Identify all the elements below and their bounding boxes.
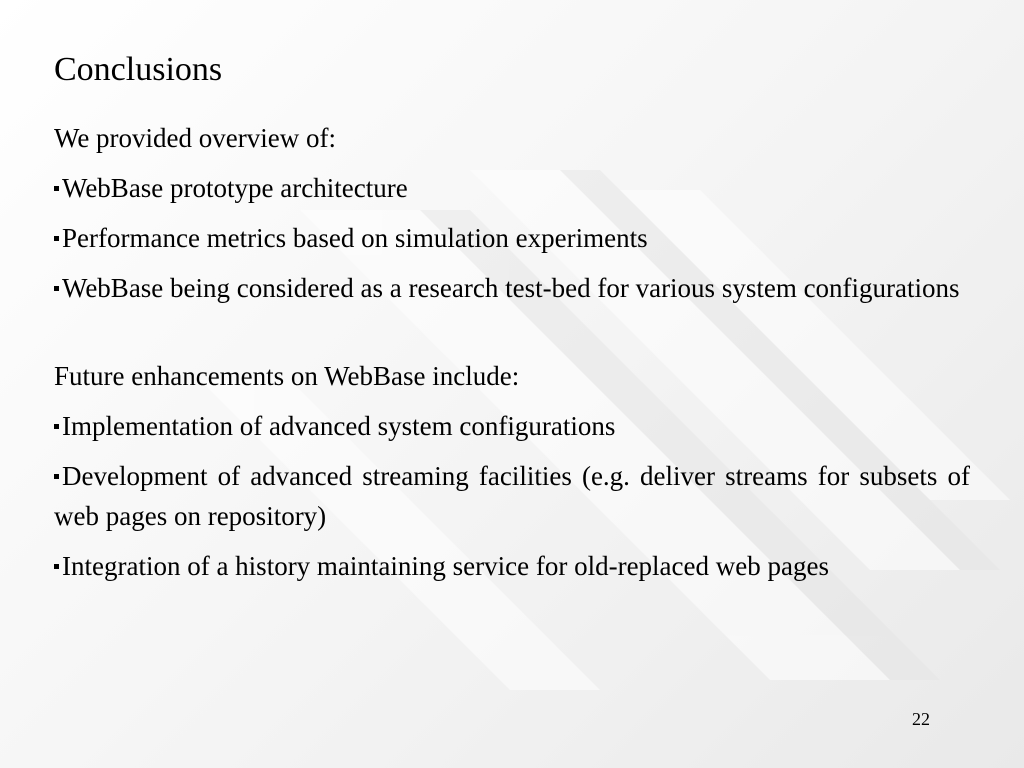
section-spacer	[54, 308, 970, 356]
slide-title: Conclusions	[54, 51, 223, 88]
slide-content	[54, 118, 970, 586]
bullet-item	[54, 268, 970, 308]
square-bullet-icon	[54, 186, 59, 191]
section-intro: We provided overview of:	[54, 123, 336, 153]
bullet-item	[54, 456, 970, 536]
section-intro: Future enhancements on WebBase include:	[54, 361, 520, 391]
bullet-text: Implementation of advanced system configurations	[62, 411, 616, 441]
bullet-item	[54, 546, 970, 586]
page-number: 22	[912, 709, 930, 729]
square-bullet-icon	[54, 236, 59, 241]
bullet-item	[54, 218, 970, 258]
square-bullet-icon	[54, 564, 59, 569]
square-bullet-icon	[54, 424, 59, 429]
bullet-text: WebBase prototype architecture	[62, 173, 408, 203]
bullet-text: WebBase being considered as a research test-bed for various system configurations	[62, 273, 960, 303]
square-bullet-icon	[54, 286, 59, 291]
bullet-text: Development of advanced streaming facilities (e.g. deliver streams for subsets of web pages on repository)	[54, 461, 970, 531]
bullet-text: Integration of a history maintaining service for old-replaced web pages	[62, 551, 829, 581]
square-bullet-icon	[54, 474, 59, 479]
bullet-text: Performance metrics based on simulation experiments	[62, 223, 648, 253]
bullet-item	[54, 168, 970, 208]
section-future	[54, 356, 970, 586]
bullet-item	[54, 406, 970, 446]
section-overview	[54, 118, 970, 308]
